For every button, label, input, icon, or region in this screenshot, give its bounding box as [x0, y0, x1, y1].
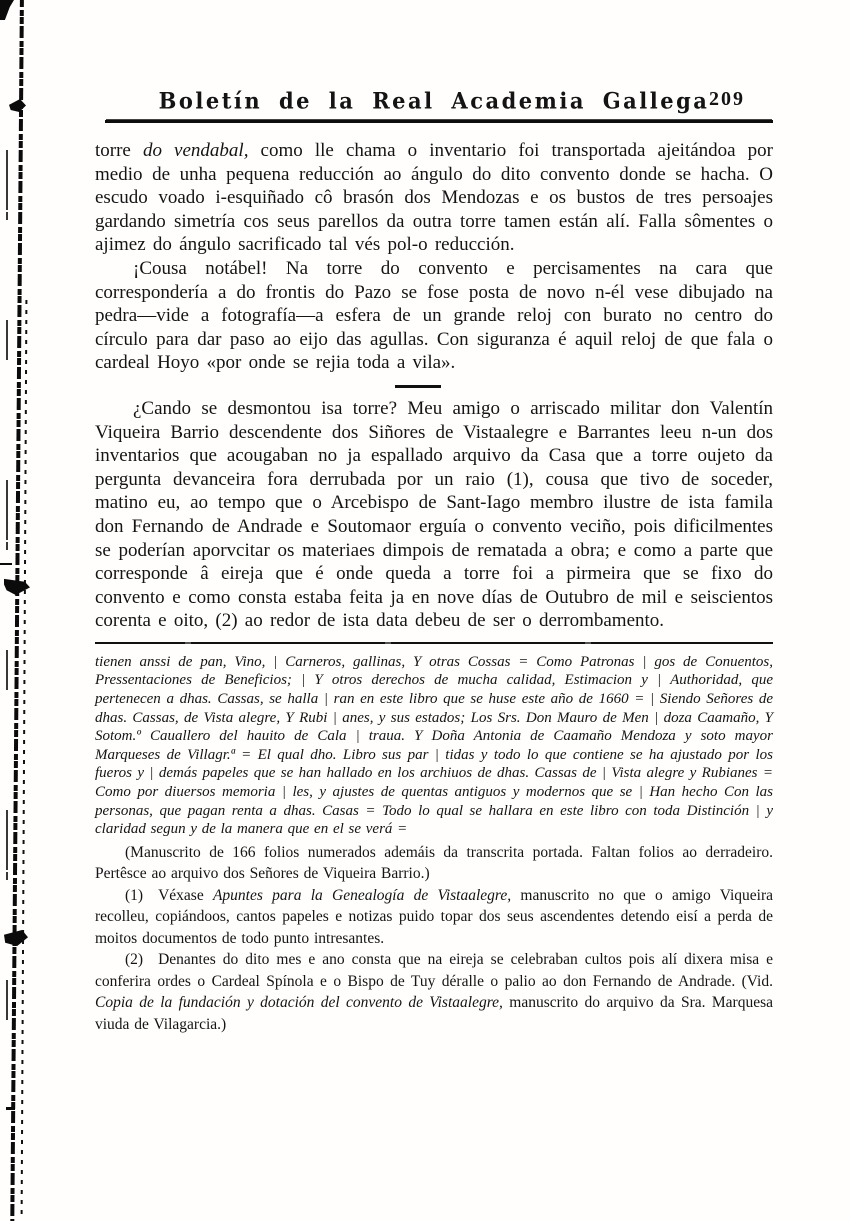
footnote-2: [95, 949, 773, 1035]
manuscript-description-note: (Manuscrito de 166 folios numerados ademáis da transcrita portada. Faltan folios ao derradeiro. Pertêsce ao arquivo dos Señores de Viqueira Barrio.): [95, 843, 773, 883]
footnote-2-italic-title: Copia de la fundación y dotación del convento de Vistaalegre,: [95, 994, 503, 1012]
journal-title: Boletín de la Real Academia Gallega: [158, 87, 710, 114]
footnote-2-rest: manuscrito do arquivo da Sra. Marquesa viuda de Vilagarcia.): [95, 994, 773, 1033]
paragraph-1-rest: como lle chama o inventario foi transportada ajeitándoa por medio de unha pequena reducción ao ángulo do dito convento donde se hacha. O escudo voado i-esquiñado cô brasón dos Mendozas e os bustos de tres persoajes gardando simetría cos seus parellos da outra torre tamen están alí. Falla sômentes o ajimez do ángulo sacrificado tal vés pol-o reducción.: [95, 140, 774, 256]
page-content: [95, 0, 773, 1035]
section-divider: [395, 385, 441, 388]
scan-artifact-dash-1: [0, 563, 12, 565]
page-body: [95, 139, 773, 633]
scan-artifact-dash-2: [6, 1107, 15, 1110]
footnote-2-marker: (2): [125, 951, 144, 969]
paragraph-2: ¡Cousa notábel! Na torre do convento e percisamentes na cara que correspondería a do frontis do Pazo se fose posta de novo n-él vese dibujado na pedra—vide a fotografía—a esfera de un grande reloj con burato no centro do círculo para dar paso ao eijo das agullas. Con siguranza é aquil reloj de que fala o cardeal Hoyo «por onde se rejia toda a vila».: [95, 257, 773, 374]
footnote-rule: [95, 642, 773, 644]
scan-artifact-corner-mark: [0, 0, 14, 20]
footnote-1-italic-title: Apuntes para la Genealogía de Vistaalegre,: [212, 886, 512, 904]
scan-artifact-blob-top: [9, 99, 26, 112]
paragraph-1-start: torre: [95, 140, 143, 161]
scan-artifact-thin-line: [6, 150, 8, 1100]
footnote-1-start: Véxase: [158, 886, 213, 904]
scan-artifact-binding-speckle: [21, 300, 28, 1220]
paragraph-3: ¿Cando se desmontou isa torre? Meu amigo o arriscado militar don Valentín Viqueira Barrio descendente dos Siñores de Vistaalegre e Barrantes leeu n-un dos inventarios que acougaban no ja espallado arquivo da Casa que a torre oujeto da pergunta devanceira fora derrubada por un raio (1), cousa que tivo de soceder, matino eu, ao tempo que o Arcebispo de Sant-Iago membro ilustre de ista famila don Fernando de Andrade e Soutomaor erguía o convento veciño, pois dificilmentes se poderían aporvcitar os materiaes dimpois de rematada a obra; e como a parte que corresponde â eireja que é onde queda a torre foi a pirmeira que se fixo do convento e como consta estaba feita ja en nove días de Outubro de mil e seiscientos corenta e oito, (2) ao redor de ista data debeu de ser o derrombamento.: [95, 397, 773, 632]
footnotes-section: [95, 642, 773, 1035]
paragraph-1-italic-phrase: do vendabal,: [142, 140, 249, 161]
footnote-quoted-manuscript: tienen anssi de pan, Vino, | Carneros, gallinas, Y otras Cossas = Como Patronas | gos de Conuentos, Pressentaciones de Beneficios; | Y otros derechos de mucha calidad, Estimacion y | Authoridad, que pertenecen a dhas. Cassas, se halla | ran en este libro que se huse este año de 1660 = | Siendo Señores de dhas. Cassas, de Vista alegre, Y Rubi | anes, y sus estados; Los Srs. Don Mauro de Men | doza Caamaño, Y Sotom.º Cauallero del hauito de Cala | traua. Y Doña Antonia de Caamaño Mendoza y soto mayor Marqueses de Villagr.ª = El qual dho. Libro sus par | tidas y todo lo que contiene se ha ajustado por los fueros y | demás papeles que se han hallado en los archiuos de dhas. Cassas de | Vista alegre y Rubianes = Como por diuersos memoria | les, y ajustes de quentas antiguos y modernos que se | Han hecho Con las personas, que pagan renta a dhas. Casas = Todo lo qual se hallara en este libro con toda Distinción | y claridad segun y de la manera que en el se verá =: [95, 653, 773, 838]
page-header: [95, 0, 773, 123]
footnote-2-start: Denantes do dito mes e ano consta que na eireja se celebraban cultos pois alí dixera misa e conferira ordes o Cardeal Spínola e o Bispo de Tuy déralle o palio ao don Fernando de Andrade. (Vid.: [95, 951, 773, 990]
page-number: 209: [709, 88, 745, 110]
header-rule: [105, 120, 773, 123]
footnote-1-rest: manuscrito no que o amigo Viqueira recolleu, copiándoos, cantos papeles e notizas puido topar dos seus ascendentes detendo eisí a perda de moitos documentos de todo punto intresantes.: [95, 886, 773, 947]
footnote-1: [95, 885, 773, 950]
footnote-1-marker: (1): [125, 886, 144, 904]
paragraph-1: [95, 139, 773, 257]
